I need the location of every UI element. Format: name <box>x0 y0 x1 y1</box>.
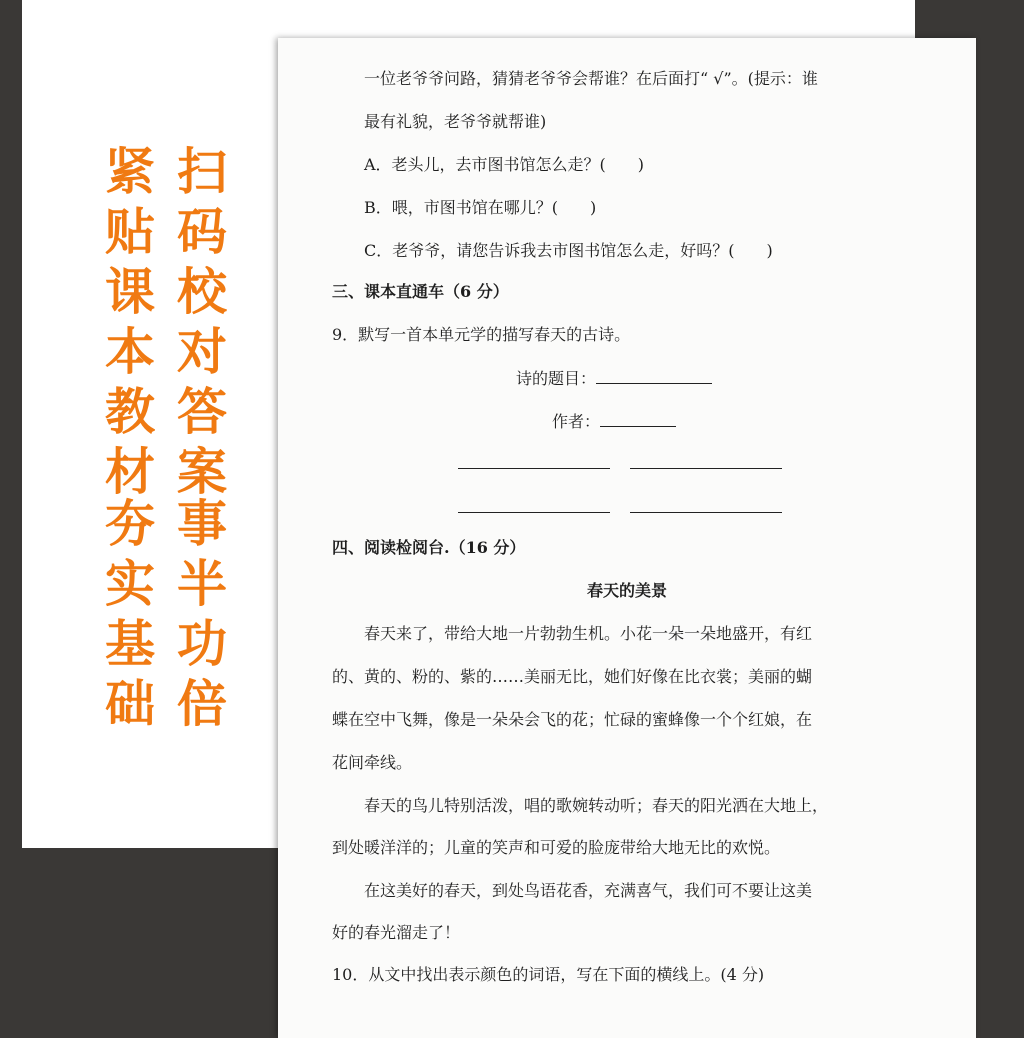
passage-p1-line-1: 春天来了，带给大地一片勃勃生机。小花一朵一朵地盛开，有红 <box>364 624 813 643</box>
q8-option-a: A．老头儿，去市图书馆怎么走？( ) <box>364 155 645 174</box>
poem-title-label: 诗的题目： <box>516 369 597 388</box>
slogan-char: 码 <box>177 203 227 261</box>
passage-title: 春天的美景 <box>586 581 667 600</box>
slogan-char: 功 <box>177 615 227 673</box>
q8-option-b: B．喂，市图书馆在哪儿？( ) <box>364 198 597 217</box>
poem-title-row <box>516 366 712 389</box>
slogan-char: 材 <box>105 443 155 501</box>
passage-p1-line-4: 花间牵线。 <box>332 753 413 772</box>
poem-line-blank-1[interactable] <box>458 468 610 469</box>
slogan-char: 教 <box>105 383 155 441</box>
slogan-char: 本 <box>105 323 155 381</box>
slogan-char: 课 <box>105 263 155 321</box>
poem-author-row <box>552 409 676 432</box>
slogan-char: 倍 <box>177 675 227 733</box>
slogan-char: 夯 <box>105 495 155 553</box>
slogan-char: 半 <box>177 555 227 613</box>
q8-prompt-line-1: 一位老爷爷问路，猜猜老爷爷会帮谁？在后面打“ √”。(提示：谁 <box>364 69 818 88</box>
slogan-char: 基 <box>105 615 155 673</box>
section-4-heading: 四、阅读检阅台.（16 分） <box>332 538 526 557</box>
q9-prompt: 9．默写一首本单元学的描写春天的古诗。 <box>332 325 631 344</box>
section-3-heading: 三、课本直通车（6 分） <box>332 282 509 301</box>
slogan-column-2 <box>172 142 232 502</box>
slogan-char: 校 <box>177 263 227 321</box>
poem-author-blank[interactable] <box>600 412 676 427</box>
poem-line-blank-2[interactable] <box>630 468 782 469</box>
poem-author-label: 作者： <box>552 412 601 431</box>
slogan-column-1 <box>100 142 160 502</box>
poem-line-blank-3[interactable] <box>458 512 610 513</box>
slogan-char: 事 <box>177 495 227 553</box>
passage-p3-line-2: 好的春光溜走了！ <box>332 923 461 942</box>
q8-option-c: C．老爷爷，请您告诉我去市图书馆怎么走，好吗？( ) <box>364 241 773 260</box>
slogan-column-3 <box>100 494 160 734</box>
q8-prompt-line-2: 最有礼貌，老爷爷就帮谁) <box>364 112 547 131</box>
slogan-char: 扫 <box>177 143 227 201</box>
slogan-char: 紧 <box>105 143 155 201</box>
poem-title-blank[interactable] <box>596 369 712 384</box>
slogan-char: 案 <box>177 443 227 501</box>
poem-line-blank-4[interactable] <box>630 512 782 513</box>
slogan-char: 贴 <box>105 203 155 261</box>
slogan-char: 答 <box>177 383 227 441</box>
slogan-char: 对 <box>177 323 227 381</box>
slogan-char: 础 <box>105 675 155 733</box>
passage-p1-line-2: 的、黄的、粉的、紫的……美丽无比，她们好像在比衣裳；美丽的蝴 <box>332 667 813 686</box>
passage-p2-line-1: 春天的鸟儿特别活泼，唱的歌婉转动听；春天的阳光洒在大地上， <box>364 796 829 815</box>
exam-paper <box>278 38 976 1038</box>
passage-p2-line-2: 到处暖洋洋的；儿童的笑声和可爱的脸庞带给大地无比的欢悦。 <box>332 838 781 857</box>
passage-p3-line-1: 在这美好的春天，到处鸟语花香，充满喜气，我们可不要让这美 <box>364 881 813 900</box>
q10-prompt: 10．从文中找出表示颜色的词语，写在下面的横线上。(4 分) <box>332 965 765 984</box>
slogan-char: 实 <box>105 555 155 613</box>
slogan-column-4 <box>172 494 232 734</box>
passage-p1-line-3: 蝶在空中飞舞，像是一朵朵会飞的花；忙碌的蜜蜂像一个个红娘，在 <box>332 710 813 729</box>
